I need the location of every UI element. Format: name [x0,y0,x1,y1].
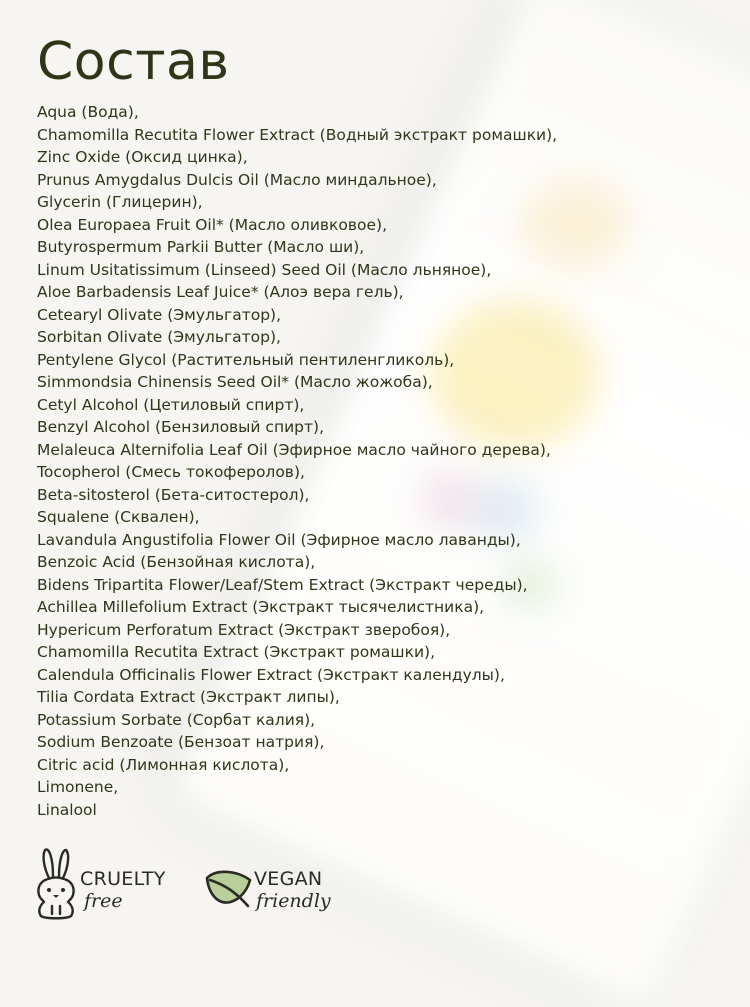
ingredient-item: Olea Europaea Fruit Oil* (Масло оливковое), [37,215,388,234]
ingredient-item: Aqua (Вода), [37,103,139,121]
ingredient-item: Linum Usitatissimum (Linseed) Seed Oil (Масло льняное), [37,260,492,279]
ingredient-item: Chamomilla Recutita Flower Extract (Водный экстракт ромашки), [37,125,558,144]
ingredient-item: Calendula Officinalis Flower Extract (Экстракт календулы), [37,665,505,684]
ingredient-item: Potassium Sorbate (Сорбат калия), [37,710,316,729]
ingredient-item: Pentylene Glycol (Растительный пентиленгликоль), [37,350,455,369]
ingredient-item: Squalene (Сквален), [37,508,200,526]
ingredient-item: Lavandula Angustifolia Flower Oil (Эфирное масло лаванды), [37,530,521,549]
ingredient-item: Benzyl Alcohol (Бензиловый спирт), [37,418,324,436]
ingredient-list [37,101,730,821]
composition-section [37,30,730,821]
ingredient-item: Melaleuca Alternifolia Leaf Oil (Эфирное масло чайного дерева), [37,440,551,459]
ingredient-item: Butyrospermum Parkii Butter (Масло ши), [37,238,365,256]
cruelty-label: CRUELTY [80,868,166,890]
ingredient-item: Linalool [37,800,97,819]
ingredient-item: Simmondsia Chinensis Seed Oil* (Масло жожоба), [37,373,433,391]
page-title: Состав [37,32,230,92]
ingredient-item: Achillea Millefolium Extract (Экстракт тысячелистника), [37,598,485,616]
ingredient-item: Citric acid (Лимонная кислота), [37,755,290,774]
ingredient-item: Bidens Tripartita Flower/Leaf/Stem Extract (Экстракт череды), [37,575,528,594]
ingredient-item: Aloe Barbadensis Leaf Juice* (Алоэ вера гель), [37,283,404,301]
ingredient-item: Hypericum Perforatum Extract (Экстракт зверобоя), [37,620,451,639]
ingredient-item: Chamomilla Recutita Extract (Экстракт ромашки), [37,643,435,661]
ingredient-item: Limonene, [37,778,119,796]
rabbit-icon [32,848,80,920]
ingredient-item: Prunus Amygdalus Dulcis Oil (Масло миндальное), [37,170,437,189]
ingredient-item: Tocopherol (Смесь токоферолов), [37,463,305,481]
ingredient-item: Beta-sitosterol (Бета-ситостерол), [37,485,310,504]
leaf-icon [204,866,254,910]
cruelty-sub-label: free [84,890,123,912]
ingredient-item: Sorbitan Olivate (Эмульгатор), [37,328,281,346]
ingredient-item: Cetyl Alcohol (Цетиловый спирт), [37,395,305,414]
ingredient-item: Sodium Benzoate (Бензоат натрия), [37,733,325,751]
cruelty-free-badge [32,848,192,928]
ingredient-item: Zinc Oxide (Оксид цинка), [37,148,248,166]
vegan-label: VEGAN [254,868,323,890]
vegan-friendly-badge [204,848,344,928]
vegan-sub-label: friendly [256,890,331,912]
ingredient-item: Tilia Cordata Extract (Экстракт липы), [37,688,340,706]
ingredient-item: Cetearyl Olivate (Эмульгатор), [37,305,282,324]
ingredient-item: Glycerin (Глицерин), [37,193,203,211]
ingredient-item: Benzoic Acid (Бензойная кислота), [37,553,316,571]
